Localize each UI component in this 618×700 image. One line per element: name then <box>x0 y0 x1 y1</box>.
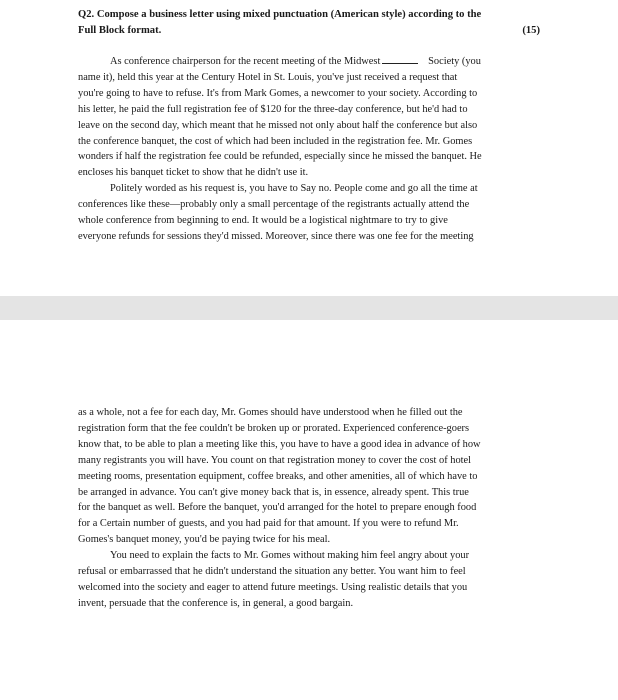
document-page-2 <box>0 320 618 700</box>
question-heading <box>78 7 540 38</box>
text-line: be arranged in advance. You can't give money back that is, in essence, already spent. This true <box>78 486 469 498</box>
text-line: You need to explain the facts to Mr. Gomes without making him feel angry about your <box>110 550 470 562</box>
paragraph-refusal-reason <box>78 181 540 245</box>
text-line: Gomes's banquet money, you'd be paying twice for his meal. <box>78 534 331 546</box>
text-line: many registrants you will have. You count on that registration money to cover the cost of hotel <box>78 454 472 466</box>
text-line: leave on the second day, which meant that he missed not only about half the conference but also <box>78 119 478 131</box>
text-line: wonders if half the registration fee could be refunded, especially since he missed the banquet. He <box>78 151 482 163</box>
paragraph-scenario <box>78 54 540 181</box>
text-line: as a whole, not a fee for each day, Mr. Gomes should have understood when he filled out the <box>78 407 463 418</box>
paragraph-fee-explanation <box>78 405 540 548</box>
document-page-1 <box>0 0 618 296</box>
text-line: know that, to be able to plan a meeting like this, you have to have a good idea in advance of how <box>78 438 481 450</box>
text-line: invent, persuade that the conference is, in general, a good bargain. <box>78 597 354 609</box>
text-line: for the banquet as well. Before the banquet, you'd arranged for the hotel to prepare enough food <box>78 502 477 514</box>
text-line: name it), held this year at the Century Hotel in St. Louis, you've just received a request that <box>78 71 458 83</box>
question-marks: (15) <box>522 24 540 36</box>
text-line: meeting rooms, presentation equipment, coffee breaks, and other amenities, all of which have to <box>78 470 478 482</box>
text-line: encloses his banquet ticket to show that he didn't use it. <box>78 167 309 179</box>
text-line: Politely worded as his request is, you have to Say no. People come and go all the time at <box>110 183 478 195</box>
page-2-content <box>78 405 540 612</box>
text-line: whole conference from beginning to end. It would be a logistical nightmare to try to give <box>78 215 448 227</box>
text-line: conferences like these—probably only a small percentage of the registrants actually attend the <box>78 199 470 211</box>
question-title-continued: Full Block format. <box>78 24 162 36</box>
text-line: As conference chairperson for the recent meeting of the Midwest Society (you <box>110 56 481 67</box>
text-line: refusal or embarrassed that he didn't understand the situation any better. You want him to feel <box>78 566 466 578</box>
text-line: the conference banquet, the cost of which had been included in the registration fee. Mr. Gomes <box>78 135 473 147</box>
text-line: everyone refunds for sessions they'd missed. Moreover, since there was one fee for the meeting <box>78 230 474 242</box>
text-line: for a Certain number of guests, and you had paid for that amount. If you were to refund Mr. <box>78 518 459 530</box>
text-line: welcomed into the society and eager to attend future meetings. Using realistic details that you <box>78 581 468 593</box>
text-line: registration form that the fee couldn't be broken up or prorated. Experienced conference-goers <box>78 422 470 434</box>
fill-in-blank <box>382 54 418 64</box>
question-title: Q2. Compose a business letter using mixed punctuation (American style) according to the <box>78 9 482 20</box>
text-line: his letter, he paid the full registration fee of $120 for the three-day conference, but he'd had to <box>78 103 468 115</box>
paragraph-instructions <box>78 548 540 612</box>
page-1-content <box>78 7 540 245</box>
text-line: you're going to have to refuse. It's from Mark Gomes, a newcomer to your society. According to <box>78 87 478 99</box>
